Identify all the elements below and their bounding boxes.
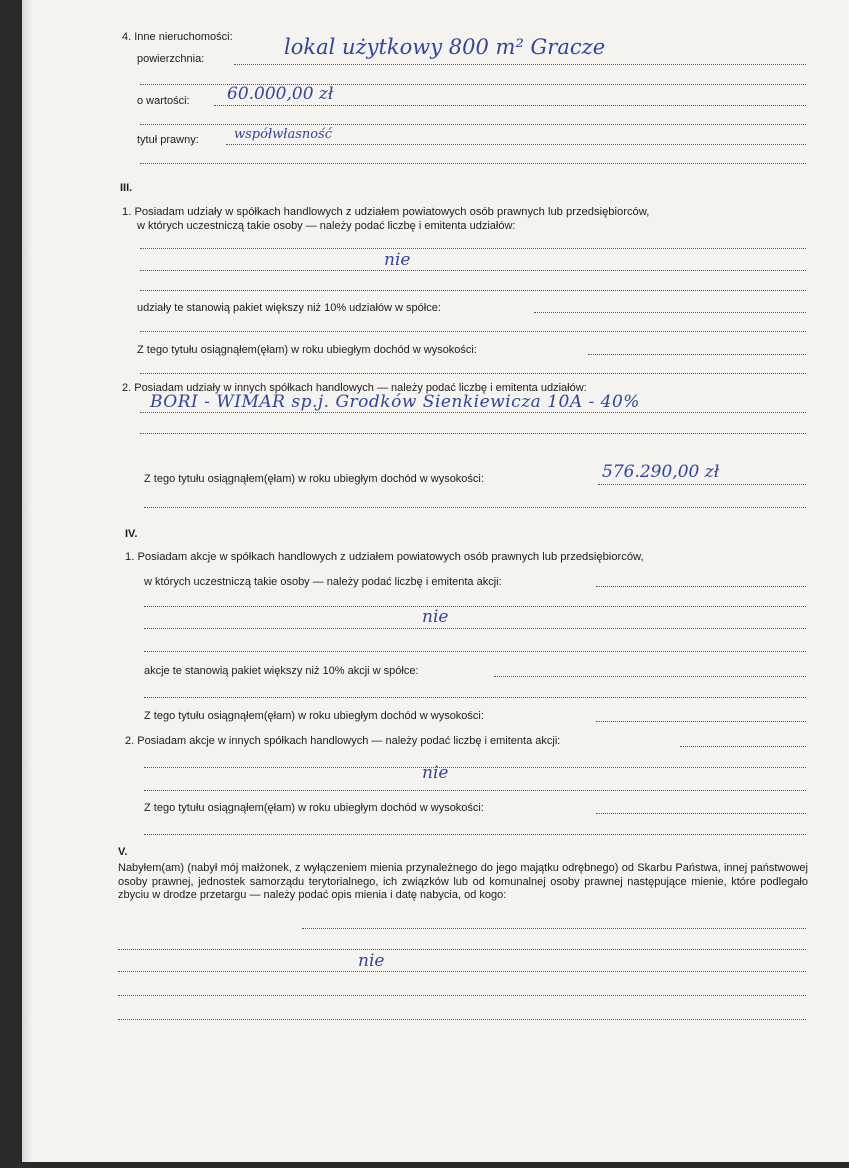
scan-shadow	[22, 0, 32, 1162]
value-value: 60.000,00 zł	[227, 84, 334, 104]
s3-q2-income-line-2	[144, 507, 806, 508]
s5-answer: nie	[358, 951, 385, 971]
s3-q2-answer-line	[140, 412, 806, 413]
s4-q2-line-dots	[680, 746, 806, 747]
s4-q1-line-a	[144, 606, 806, 607]
s3-q1-line-b	[140, 270, 806, 271]
form-page	[22, 0, 849, 1162]
s5-line-a	[118, 949, 806, 950]
s3-q1-line2: w których uczestniczą takie osoby — należy podać liczbę i emitenta udziałów:	[137, 220, 516, 232]
s5-paragraph: Nabyłem(am) (nabył mój małżonek, z wyłączeniem mienia przynależnego do jego majątku odrębnego) od Skarbu Państwa, innej państwowej osoby prawnej, jednostek samorządu terytorialnego, ich związków lub od komunalnej osoby prawnej następujące mienie, które podlegało zbyciu w drodze przetargu — należy podać opis mienia i datę nabycia, od kogo:	[118, 862, 808, 901]
s4-q1-pakiet: akcje te stanowią pakiet większy niż 10% akcji w spółce:	[144, 665, 419, 677]
s5-line-c	[118, 995, 806, 996]
s3-q1-pakiet-line	[534, 312, 806, 313]
s3-q2-income-value: 576.290,00 zł	[602, 462, 720, 482]
s3-q1-line-a	[140, 248, 806, 249]
area-line	[234, 64, 806, 65]
s4-q2-income-line	[596, 813, 806, 814]
s4-q1-line2: w których uczestniczą takie osoby — należy podać liczbę i emitenta akcji:	[144, 576, 502, 588]
s4-q1-answer: nie	[422, 607, 449, 627]
legal-title-value: współwłasność	[234, 127, 333, 142]
value-line	[214, 105, 806, 106]
s4-q1-income-line	[596, 721, 806, 722]
section-IV-heading: IV.	[125, 528, 138, 540]
s4-q2-income-line-2	[144, 834, 806, 835]
s3-q1-pakiet: udziały te stanowią pakiet większy niż 10% udziałów w spółce:	[137, 302, 441, 314]
s3-q1-line-c	[140, 290, 806, 291]
s3-q2-income-line	[598, 484, 806, 485]
area-value: lokal użytkowy 800 m² Gracze	[284, 35, 606, 59]
s4-q1-line-c	[144, 651, 806, 652]
s3-q1-income-line-2	[140, 373, 806, 374]
area-label: powierzchnia:	[137, 53, 205, 65]
s3-q1-pakiet-line-2	[140, 331, 806, 332]
s3-q1-income-line	[588, 354, 806, 355]
s4-q1-income: Z tego tytułu osiągnąłem(ęłam) w roku ubiegłym dochód w wysokości:	[144, 710, 484, 722]
legal-title-line	[226, 144, 806, 145]
s4-q1-pakiet-line	[494, 676, 806, 677]
s4-q2-answer: nie	[422, 763, 449, 783]
s4-q1-pakiet-line-2	[144, 697, 806, 698]
s4-q2-income: Z tego tytułu osiągnąłem(ęłam) w roku ubiegłym dochód w wysokości:	[144, 802, 484, 814]
s3-q2-line-2	[140, 433, 806, 434]
s3-q1-income: Z tego tytułu osiągnąłem(ęłam) w roku ubiegłym dochód w wysokości:	[137, 344, 477, 356]
section-III-heading: III.	[120, 182, 133, 194]
s3-q2-line: 2. Posiadam udziały w innych spółkach handlowych — należy podać liczbę i emitenta udziałów:	[122, 382, 587, 394]
s5-line-b	[118, 971, 806, 972]
s4-q2-line-a	[144, 767, 806, 768]
s3-q1-answer: nie	[384, 250, 411, 270]
legal-title-label: tytuł prawny:	[137, 134, 199, 146]
s4-q2-line-b	[144, 790, 806, 791]
legal-title-line-2	[140, 163, 806, 164]
s4-q2-line: 2. Posiadam akcje w innych spółkach handlowych — należy podać liczbę i emitenta akcji:	[125, 735, 561, 747]
s5-line-d	[118, 1019, 806, 1020]
s4-q1-line2-dots	[596, 586, 806, 587]
section-V-heading: V.	[118, 846, 128, 858]
s5-line-0	[302, 928, 806, 929]
s4-q1-line-b	[144, 628, 806, 629]
value-label: o wartości:	[137, 95, 190, 107]
s3-q2-answer: BORI - WIMAR sp.j. Grodków Sienkiewicza 10A - 40%	[150, 392, 640, 412]
s3-q2-income: Z tego tytułu osiągnąłem(ęłam) w roku ubiegłym dochód w wysokości:	[144, 473, 484, 485]
section-4-title: 4. Inne nieruchomości:	[122, 31, 233, 43]
value-line-2	[140, 124, 806, 125]
s3-q1-line1: 1. Posiadam udziały w spółkach handlowych z udziałem powiatowych osób prawnych lub przedsiębiorców,	[122, 206, 650, 218]
s4-q1-line1: 1. Posiadam akcje w spółkach handlowych z udziałem powiatowych osób prawnych lub przedsiębiorców,	[125, 551, 644, 563]
